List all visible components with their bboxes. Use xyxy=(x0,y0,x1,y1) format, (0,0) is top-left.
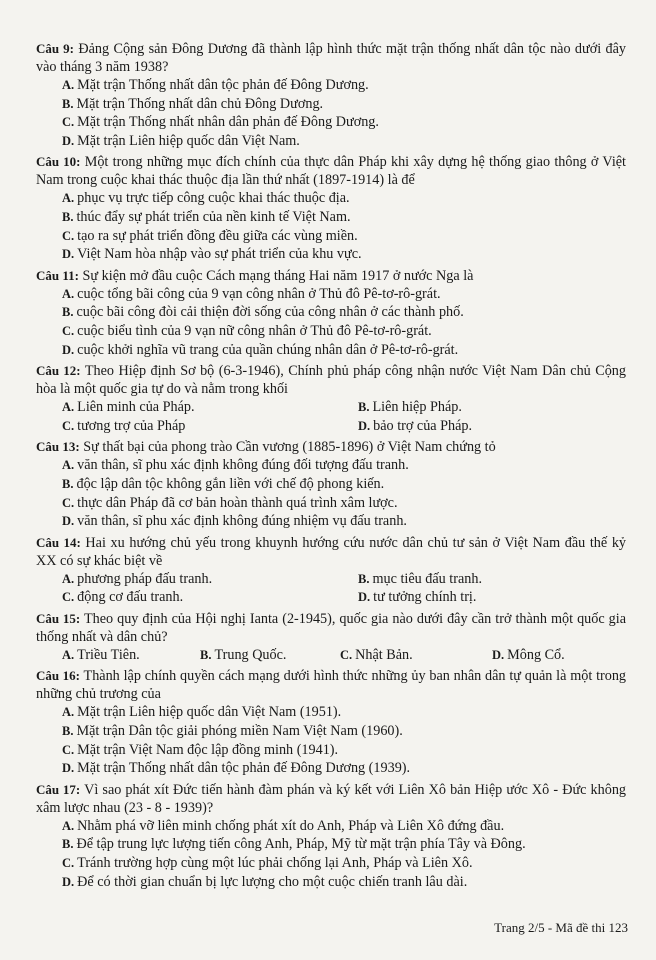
option-text: Trung Quốc. xyxy=(214,646,287,663)
question-number: Câu 9: xyxy=(36,41,75,56)
option-text: Nhật Bản. xyxy=(355,646,413,663)
question-text: Sự kiện mở đầu cuộc Cách mạng tháng Hai năm 1917 ở nước Nga là xyxy=(82,267,474,284)
option-row xyxy=(36,646,626,665)
answer-option xyxy=(36,245,626,264)
option-text: phương pháp đấu tranh. xyxy=(77,570,213,587)
option-letter: B. xyxy=(62,305,74,320)
option-letter: B. xyxy=(62,476,74,491)
answer-option xyxy=(332,417,628,436)
option-text: độc lập dân tộc không gắn liền với chế độ phong kiến. xyxy=(76,475,385,492)
option-row xyxy=(36,398,626,417)
answer-option xyxy=(36,341,626,360)
answer-option xyxy=(36,741,626,760)
option-letter: B. xyxy=(62,837,74,852)
option-text: Mặt trận Thống nhất dân chủ Đông Dương. xyxy=(76,95,324,112)
answer-option xyxy=(36,759,626,778)
option-letter: D. xyxy=(358,418,371,433)
option-letter: A. xyxy=(62,286,75,301)
option-letter: B. xyxy=(62,209,74,224)
option-text: bảo trợ của Pháp. xyxy=(373,417,473,434)
question-text: Thành lập chính quyền cách mạng dưới hình thức những ủy ban nhân dân tự quản là một trong những chủ trương của xyxy=(36,668,627,703)
option-letter: D. xyxy=(62,247,75,262)
option-letter: A. xyxy=(62,191,75,206)
question-stem xyxy=(36,267,626,285)
answer-option xyxy=(36,208,626,227)
answer-option xyxy=(36,398,332,417)
question-text: Sự thất bại của phong trào Cần vương (1885-1896) ở Việt Nam chứng tỏ xyxy=(83,439,496,456)
option-text: Nhằm phá vỡ liên minh chống phát xít do Anh, Pháp và Liên Xô đứng đầu. xyxy=(77,817,505,834)
question-number: Câu 11: xyxy=(36,267,79,283)
option-letter: B. xyxy=(62,96,74,111)
question-number: Câu 10: xyxy=(36,154,81,170)
answer-option xyxy=(332,588,628,607)
option-letter: C. xyxy=(62,590,75,605)
option-letter: B. xyxy=(358,400,370,415)
question-stem xyxy=(36,153,626,189)
option-text: Mặt trận Dân tộc giải phóng miền Nam Việt Nam (1960). xyxy=(76,723,403,740)
answer-option xyxy=(36,132,626,151)
option-letter: A. xyxy=(62,400,75,415)
answer-option xyxy=(36,494,626,513)
option-text: Liên hiệp Pháp. xyxy=(372,399,462,416)
question-stem xyxy=(36,362,626,398)
answer-option xyxy=(36,113,626,132)
option-text: Triều Tiên. xyxy=(77,646,140,663)
option-letter: B. xyxy=(358,571,370,586)
option-text: Mặt trận Thống nhất nhân dân phản đế Đông Dương. xyxy=(77,114,379,131)
page-footer: Trang 2/5 - Mã đề thi 123 xyxy=(494,920,628,935)
option-letter: C. xyxy=(62,323,75,338)
question-block xyxy=(36,362,626,435)
option-row xyxy=(36,588,626,607)
option-letter: C. xyxy=(62,856,75,871)
answer-option xyxy=(200,646,340,665)
option-letter: A. xyxy=(62,78,75,92)
question-stem xyxy=(36,438,626,456)
option-text: cuộc tổng bãi công của 9 vạn công nhân ở Thủ đô Pê-tơ-rô-grát. xyxy=(77,285,441,302)
option-text: Tránh trường hợp cùng một lúc phải chống lại Anh, Pháp và Liên Xô. xyxy=(77,855,473,872)
option-row xyxy=(36,417,626,436)
question-text: Theo quy định của Hội nghị Ianta (2-1945), quốc gia nào dưới đây cần trở thành một quốc gia thống nhất và dân chủ? xyxy=(36,610,627,645)
option-letter: D. xyxy=(62,342,75,357)
question-text: Theo Hiệp định Sơ bộ (6-3-1946), Chính phủ pháp công nhận nước Việt Nam Dân chủ Cộng hòa là một quốc gia tự do và nằm trong khối xyxy=(36,363,626,398)
option-text: thực dân Pháp đã cơ bản hoàn thành quá trình xâm lược. xyxy=(77,494,398,511)
question-stem xyxy=(36,40,626,76)
option-text: cuộc biểu tình của 9 vạn nữ công nhân ở Thủ đô Pê-tơ-rô-grát. xyxy=(77,322,432,339)
question-number: Câu 13: xyxy=(36,439,80,455)
option-text: cuộc bãi công đòi cải thiện đời sống của công nhân ở các thành phố. xyxy=(76,304,464,321)
option-text: Mông Cổ. xyxy=(507,646,565,663)
answer-option xyxy=(36,285,626,304)
option-text: Mặt trận Thống nhất dân tộc phản đế Đông Dương (1939). xyxy=(77,760,411,777)
option-text: văn thân, sĩ phu xác định không đúng đối tượng đấu tranh. xyxy=(77,457,409,474)
option-letter: C. xyxy=(62,742,75,757)
question-text: Đảng Cộng sản Đông Dương đã thành lập hình thức mặt trận thống nhất dân tộc nào dưới đây vào tháng 3 năm 1938? xyxy=(36,41,627,75)
option-text: phục vụ trực tiếp công cuộc khai thác thuộc địa. xyxy=(77,190,350,207)
option-letter: D. xyxy=(62,874,75,889)
answer-option xyxy=(36,817,626,836)
option-letter: A. xyxy=(62,818,75,833)
option-text: Để tập trung lực lượng tiến công Anh, Pháp, Mỹ từ mặt trận phía Tây và Đông. xyxy=(76,836,526,853)
answer-option xyxy=(36,873,626,892)
question-block xyxy=(36,667,626,777)
option-letter: D. xyxy=(62,514,75,529)
question-block xyxy=(36,781,626,891)
question-stem xyxy=(36,610,626,646)
option-letter: B. xyxy=(62,724,74,739)
answer-option xyxy=(36,475,626,494)
option-letter: C. xyxy=(340,647,353,662)
question-block xyxy=(36,534,626,607)
option-text: Việt Nam hòa nhập vào sự phát triển của khu vực. xyxy=(77,246,362,263)
answer-option xyxy=(36,189,626,208)
option-text: tương trợ của Pháp xyxy=(77,417,186,434)
option-letter: C. xyxy=(62,495,75,510)
option-row xyxy=(36,570,626,589)
question-block xyxy=(36,610,626,665)
answer-option xyxy=(36,417,332,436)
answer-option xyxy=(36,570,332,589)
answer-option xyxy=(332,398,628,417)
question-stem xyxy=(36,781,626,817)
option-letter: B. xyxy=(200,647,212,662)
option-letter: C. xyxy=(62,115,75,130)
answer-option xyxy=(36,835,626,854)
question-number: Câu 14: xyxy=(36,534,81,550)
answer-option xyxy=(332,570,628,589)
option-letter: D. xyxy=(358,590,371,605)
option-letter: A. xyxy=(62,571,75,586)
question-text: Vì sao phát xít Đức tiến hành đàm phán và ký kết với Liên Xô bản Hiệp ước Xô - Đức không xâm lược nhau (23 - 8 - 1939)? xyxy=(36,781,627,816)
option-letter: A. xyxy=(62,647,75,662)
answer-option xyxy=(36,703,626,722)
question-stem xyxy=(36,667,626,703)
option-text: Mặt trận Việt Nam độc lập đồng minh (1941). xyxy=(77,741,339,758)
question-block xyxy=(36,438,626,530)
question-list xyxy=(36,40,626,891)
question-text: Hai xu hướng chủ yếu trong khuynh hướng cứu nước dân chủ tư sản ở Việt Nam đầu thế kỷ XX có sự khác biệt về xyxy=(36,534,627,569)
answer-option xyxy=(36,854,626,873)
option-text: tạo ra sự phát triển đồng đều giữa các vùng miền. xyxy=(77,227,358,244)
option-letter: A. xyxy=(62,705,75,720)
answer-option xyxy=(62,646,200,665)
option-text: Để có thời gian chuẩn bị lực lượng cho một cuộc chiến tranh lâu dài. xyxy=(77,873,468,890)
question-number: Câu 16: xyxy=(36,668,80,684)
answer-option xyxy=(36,303,626,322)
answer-option xyxy=(340,646,492,665)
question-number: Câu 17: xyxy=(36,781,81,797)
question-block xyxy=(36,267,626,359)
option-text: Mặt trận Thống nhất dân tộc phản đế Đông Dương. xyxy=(77,77,369,93)
question-number: Câu 12: xyxy=(36,363,81,379)
answer-option xyxy=(36,227,626,246)
option-letter: D. xyxy=(492,647,505,662)
option-text: tư tưởng chính trị. xyxy=(373,589,477,606)
option-text: văn thân, sĩ phu xác định không đúng nhiệm vụ đấu tranh. xyxy=(77,513,407,530)
option-text: mục tiêu đấu tranh. xyxy=(372,570,482,587)
question-block xyxy=(36,40,626,150)
option-text: Mặt trận Liên hiệp quốc dân Việt Nam. xyxy=(77,132,300,149)
option-text: động cơ đấu tranh. xyxy=(77,589,184,606)
option-text: cuộc khởi nghĩa vũ trang của quần chúng nhân dân ở Pê-tơ-rô-grát. xyxy=(77,341,459,358)
option-text: Liên minh của Pháp. xyxy=(77,399,195,416)
question-number: Câu 15: xyxy=(36,610,81,626)
answer-option xyxy=(36,322,626,341)
option-letter: C. xyxy=(62,418,75,433)
answer-option xyxy=(36,722,626,741)
answer-option xyxy=(36,512,626,531)
answer-option xyxy=(36,76,626,95)
question-block xyxy=(36,153,626,263)
answer-option xyxy=(492,646,565,665)
option-letter: A. xyxy=(62,458,75,473)
answer-option xyxy=(36,588,332,607)
option-letter: C. xyxy=(62,228,75,243)
question-stem xyxy=(36,534,626,570)
option-text: thúc đẩy sự phát triển của nền kinh tế Việt Nam. xyxy=(76,208,351,225)
option-letter: D. xyxy=(62,133,75,148)
answer-option xyxy=(36,95,626,114)
option-text: Mặt trận Liên hiệp quốc dân Việt Nam (1951). xyxy=(77,704,342,721)
question-text: Một trong những mục đích chính của thực dân Pháp khi xây dựng hệ thống giao thông ở Việt Nam trong cuộc khai thác thuộc địa lần thứ nhất (1897-1914) là để xyxy=(36,154,627,189)
answer-option xyxy=(36,456,626,475)
option-letter: D. xyxy=(62,761,75,776)
